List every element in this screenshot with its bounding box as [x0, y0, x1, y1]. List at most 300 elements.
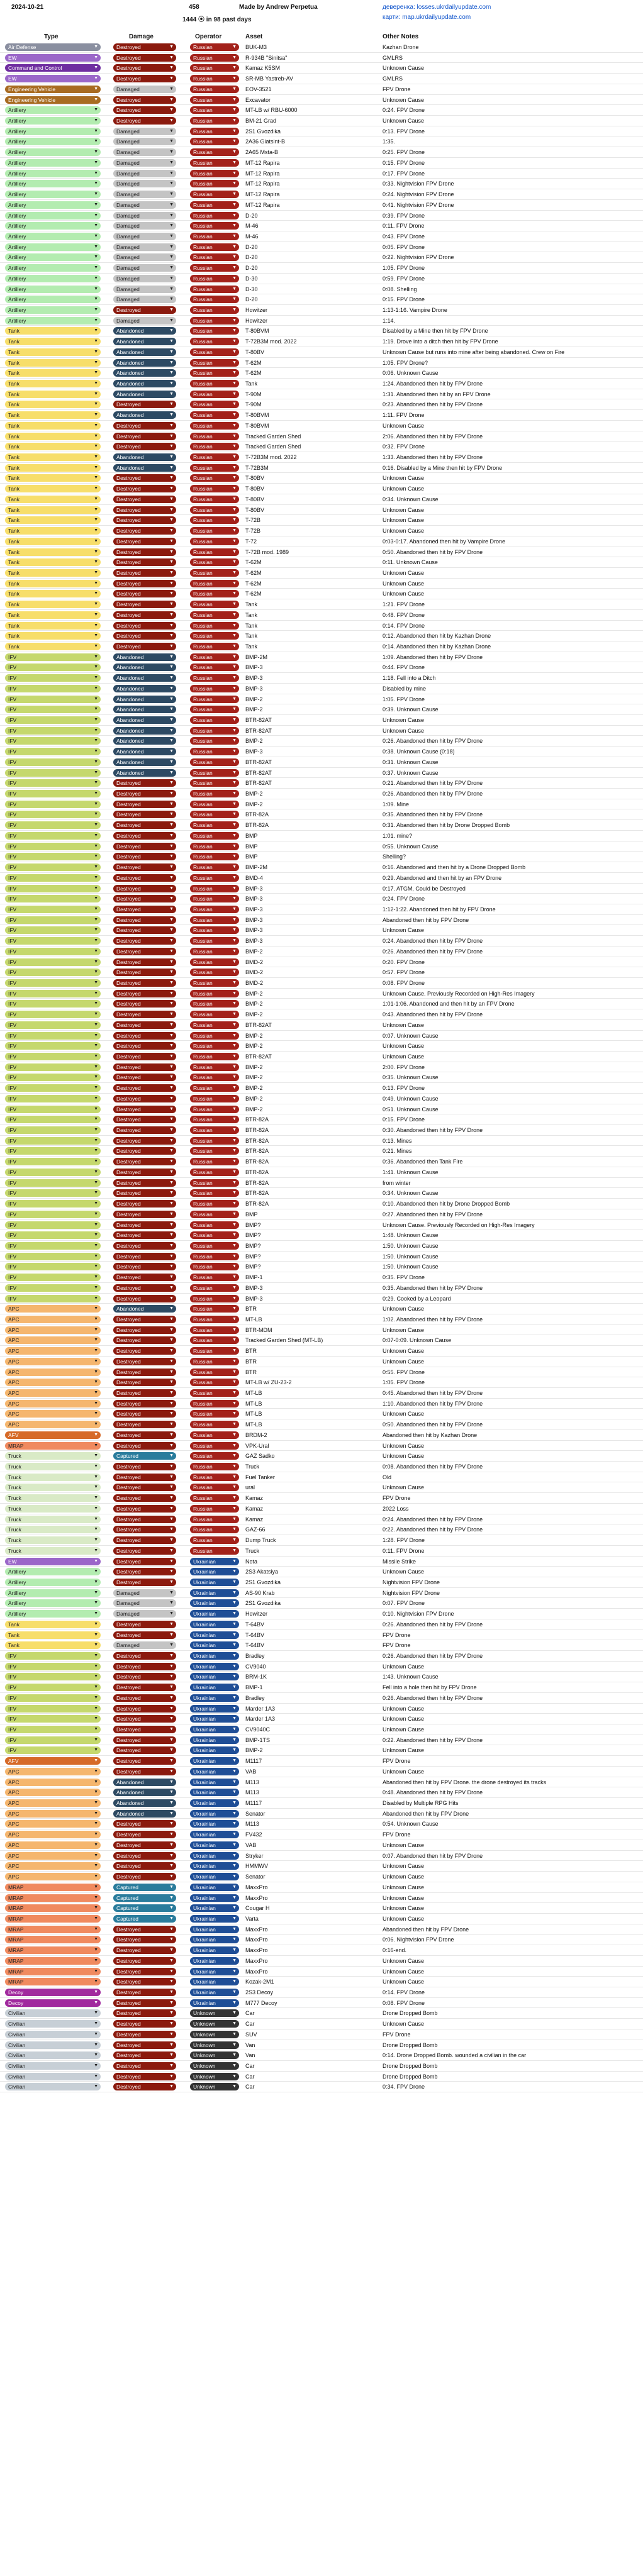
damage-dropdown[interactable] — [113, 1147, 176, 1155]
notes-cell[interactable]: 0:27. Abandoned then hit by FPV Drone — [383, 1211, 483, 1218]
type-dropdown[interactable] — [5, 1000, 101, 1008]
asset-cell[interactable]: Fuel Tanker — [245, 1474, 275, 1480]
operator-dropdown[interactable] — [190, 191, 239, 198]
damage-dropdown[interactable] — [113, 1789, 176, 1796]
asset-cell[interactable]: T-72 — [245, 538, 257, 545]
type-dropdown[interactable] — [5, 769, 101, 777]
asset-cell[interactable]: BTR-MDM — [245, 1326, 272, 1333]
damage-dropdown[interactable] — [113, 1757, 176, 1765]
notes-cell[interactable]: 0:03-0:17. Abandoned then hit by Vampire Drone — [383, 538, 505, 545]
operator-dropdown[interactable] — [190, 1684, 239, 1691]
operator-dropdown[interactable] — [190, 233, 239, 240]
notes-cell[interactable]: Unknown Cause — [383, 1021, 425, 1028]
notes-cell[interactable]: Drone Dropped Bomb — [383, 2010, 438, 2017]
operator-dropdown[interactable] — [190, 201, 239, 209]
notes-cell[interactable]: 0:50. Abandoned then hit by FPV Drone — [383, 548, 483, 555]
asset-cell[interactable]: MT-12 Rapira — [245, 201, 280, 208]
damage-dropdown[interactable] — [113, 1536, 176, 1544]
notes-cell[interactable]: 0:15. FPV Drone — [383, 1116, 425, 1123]
type-dropdown[interactable] — [5, 1463, 101, 1470]
asset-cell[interactable]: BMP-3 — [245, 927, 263, 934]
operator-dropdown[interactable] — [190, 937, 239, 945]
operator-dropdown[interactable] — [190, 1957, 239, 1965]
operator-dropdown[interactable] — [190, 1253, 239, 1260]
asset-cell[interactable]: 2S1 Gvozdika — [245, 1579, 281, 1585]
notes-cell[interactable]: Unknown Cause — [383, 1442, 425, 1449]
notes-cell[interactable]: 1:28. FPV Drone — [383, 1537, 425, 1544]
operator-dropdown[interactable] — [190, 1421, 239, 1428]
asset-cell[interactable]: M777 Decoy — [245, 1999, 277, 2006]
asset-cell[interactable]: Car — [245, 2073, 255, 2080]
operator-dropdown[interactable] — [190, 1558, 239, 1565]
damage-dropdown[interactable] — [113, 548, 176, 556]
damage-dropdown[interactable] — [113, 1705, 176, 1713]
notes-cell[interactable]: 0:39. Unknown Cause — [383, 706, 439, 713]
asset-cell[interactable]: BMD-2 — [245, 979, 264, 986]
damage-dropdown[interactable] — [113, 1053, 176, 1060]
operator-dropdown[interactable] — [190, 727, 239, 735]
operator-dropdown[interactable] — [190, 601, 239, 608]
asset-cell[interactable]: HMMWV — [245, 1863, 268, 1870]
asset-cell[interactable]: Howitzer — [245, 306, 268, 313]
operator-dropdown[interactable] — [190, 1147, 239, 1155]
asset-cell[interactable]: BMP-2 — [245, 1043, 263, 1050]
asset-cell[interactable]: T-72B3M mod. 2022 — [245, 338, 297, 345]
operator-dropdown[interactable] — [190, 1074, 239, 1081]
asset-cell[interactable]: CV9040 — [245, 1663, 266, 1670]
asset-cell[interactable]: VAB — [245, 1768, 257, 1775]
asset-cell[interactable]: BTR-82A — [245, 822, 269, 829]
operator-dropdown[interactable] — [190, 853, 239, 860]
operator-dropdown[interactable] — [190, 86, 239, 93]
operator-dropdown[interactable] — [190, 212, 239, 219]
type-dropdown[interactable] — [5, 338, 101, 345]
asset-cell[interactable]: T-64BV — [245, 1621, 265, 1628]
damage-dropdown[interactable] — [113, 1032, 176, 1040]
operator-dropdown[interactable] — [190, 1316, 239, 1323]
damage-dropdown[interactable] — [113, 1684, 176, 1691]
damage-dropdown[interactable] — [113, 1936, 176, 1943]
asset-cell[interactable]: Truck — [245, 1547, 260, 1554]
damage-dropdown[interactable] — [113, 937, 176, 945]
type-dropdown[interactable] — [5, 1169, 101, 1176]
asset-cell[interactable]: Tracked Garden Shed — [245, 433, 301, 440]
operator-dropdown[interactable] — [190, 1779, 239, 1786]
damage-dropdown[interactable] — [113, 1179, 176, 1187]
asset-cell[interactable]: M113 — [245, 1789, 259, 1796]
type-dropdown[interactable] — [5, 1200, 101, 1208]
type-dropdown[interactable] — [5, 1505, 101, 1513]
asset-cell[interactable]: MaxxPro — [245, 1968, 268, 1975]
notes-cell[interactable]: 1:24. Abandoned then hit by FPV Drone — [383, 380, 483, 387]
type-dropdown[interactable] — [5, 1316, 101, 1323]
operator-dropdown[interactable] — [190, 979, 239, 987]
operator-dropdown[interactable] — [190, 1474, 239, 1481]
type-dropdown[interactable] — [5, 958, 101, 966]
asset-cell[interactable]: BMP-2 — [245, 1001, 263, 1008]
type-dropdown[interactable] — [5, 1221, 101, 1229]
type-dropdown[interactable] — [5, 485, 101, 492]
type-dropdown[interactable] — [5, 1621, 101, 1628]
notes-cell[interactable]: 0:08. FPV Drone — [383, 1999, 425, 2006]
notes-cell[interactable]: 1:09. Mine — [383, 801, 410, 808]
type-dropdown[interactable] — [5, 1431, 101, 1439]
damage-dropdown[interactable] — [113, 653, 176, 661]
operator-dropdown[interactable] — [190, 75, 239, 82]
notes-cell[interactable]: 1:01-1:06. Abandoned and then hit by an FPV Drone — [383, 1001, 515, 1008]
damage-dropdown[interactable] — [113, 106, 176, 114]
damage-dropdown[interactable] — [113, 1284, 176, 1292]
notes-cell[interactable]: 1:43. Unknown Cause — [383, 1674, 439, 1680]
asset-cell[interactable]: BMP-3 — [245, 685, 263, 692]
damage-dropdown[interactable] — [113, 1474, 176, 1481]
asset-cell[interactable]: BTR — [245, 1368, 257, 1375]
operator-dropdown[interactable] — [190, 1410, 239, 1418]
notes-cell[interactable]: FPV Drone — [383, 1631, 411, 1638]
type-dropdown[interactable] — [5, 979, 101, 987]
asset-cell[interactable]: Kamaz K5SM — [245, 65, 281, 72]
asset-cell[interactable]: Car — [245, 2063, 255, 2069]
damage-dropdown[interactable] — [113, 1189, 176, 1197]
operator-dropdown[interactable] — [190, 1084, 239, 1092]
operator-dropdown[interactable] — [190, 811, 239, 818]
operator-dropdown[interactable] — [190, 2041, 239, 2049]
operator-dropdown[interactable] — [190, 1599, 239, 1607]
operator-dropdown[interactable] — [190, 1663, 239, 1670]
asset-cell[interactable]: BMP-3 — [245, 748, 263, 755]
notes-cell[interactable]: Unknown Cause — [383, 591, 425, 597]
asset-cell[interactable]: MaxxPro — [245, 1936, 268, 1943]
operator-dropdown[interactable] — [190, 748, 239, 755]
asset-cell[interactable]: Tank — [245, 611, 258, 618]
type-dropdown[interactable] — [5, 1779, 101, 1786]
damage-dropdown[interactable] — [113, 622, 176, 630]
damage-dropdown[interactable] — [113, 1568, 176, 1575]
type-dropdown[interactable] — [5, 243, 101, 251]
notes-cell[interactable]: 0:38. Unknown Cause (0:18) — [383, 748, 455, 755]
damage-dropdown[interactable] — [113, 128, 176, 135]
notes-cell[interactable]: Unknown Cause — [383, 506, 425, 513]
notes-cell[interactable]: 0:55. FPV Drone — [383, 1368, 425, 1375]
notes-cell[interactable]: 0:11. Unknown Cause — [383, 559, 438, 566]
type-dropdown[interactable] — [5, 453, 101, 461]
asset-cell[interactable]: GAZ Sadko — [245, 1453, 275, 1460]
damage-dropdown[interactable] — [113, 1484, 176, 1491]
asset-cell[interactable]: T-80BV — [245, 486, 265, 492]
damage-dropdown[interactable] — [113, 1063, 176, 1071]
damage-dropdown[interactable] — [113, 1746, 176, 1754]
type-dropdown[interactable] — [5, 1084, 101, 1092]
operator-dropdown[interactable] — [190, 1547, 239, 1555]
type-dropdown[interactable] — [5, 411, 101, 419]
type-dropdown[interactable] — [5, 895, 101, 902]
asset-cell[interactable]: BMP-3 — [245, 664, 263, 671]
type-dropdown[interactable] — [5, 674, 101, 682]
operator-dropdown[interactable] — [190, 1989, 239, 1996]
operator-dropdown[interactable] — [190, 1389, 239, 1397]
notes-cell[interactable]: 0:22. Abandoned then hit by FPV Drone — [383, 1736, 483, 1743]
type-dropdown[interactable] — [5, 737, 101, 745]
damage-dropdown[interactable] — [113, 790, 176, 797]
notes-cell[interactable]: 0:37. Unknown Cause — [383, 769, 439, 776]
asset-cell[interactable]: 2A65 Msta-B — [245, 149, 279, 156]
operator-dropdown[interactable] — [190, 180, 239, 187]
notes-cell[interactable]: 0:13. FPV Drone — [383, 1085, 425, 1092]
notes-cell[interactable]: 1:50. Unknown Cause — [383, 1263, 439, 1270]
operator-dropdown[interactable] — [190, 1873, 239, 1880]
notes-cell[interactable]: 0:43. Abandoned then hit by FPV Drone — [383, 1011, 483, 1018]
notes-cell[interactable]: Unknown Cause — [383, 1306, 425, 1313]
type-dropdown[interactable] — [5, 1494, 101, 1502]
operator-dropdown[interactable] — [190, 496, 239, 503]
operator-dropdown[interactable] — [190, 275, 239, 282]
type-dropdown[interactable] — [5, 1946, 101, 1954]
damage-dropdown[interactable] — [113, 1379, 176, 1386]
type-dropdown[interactable] — [5, 222, 101, 230]
notes-cell[interactable]: 1:05. FPV Drone — [383, 1379, 425, 1386]
notes-cell[interactable]: Unknown Cause — [383, 96, 425, 103]
operator-dropdown[interactable] — [190, 1894, 239, 1902]
notes-cell[interactable]: Unknown Cause — [383, 65, 425, 72]
type-dropdown[interactable] — [5, 580, 101, 587]
notes-cell[interactable]: 2022 Loss — [383, 1505, 409, 1512]
operator-dropdown[interactable] — [190, 779, 239, 787]
damage-dropdown[interactable] — [113, 117, 176, 125]
type-dropdown[interactable] — [5, 264, 101, 272]
damage-dropdown[interactable] — [113, 1400, 176, 1407]
damage-dropdown[interactable] — [113, 201, 176, 209]
operator-dropdown[interactable] — [190, 159, 239, 167]
type-dropdown[interactable] — [5, 1915, 101, 1923]
asset-cell[interactable]: M113 — [245, 1821, 259, 1828]
notes-cell[interactable]: 0:33. Nightvision FPV Drone — [383, 180, 454, 187]
asset-cell[interactable]: FV432 — [245, 1831, 262, 1838]
notes-cell[interactable]: 0:44. FPV Drone — [383, 664, 425, 671]
type-dropdown[interactable] — [5, 1305, 101, 1313]
operator-dropdown[interactable] — [190, 1715, 239, 1723]
operator-dropdown[interactable] — [190, 1021, 239, 1029]
notes-cell[interactable]: 1:12-1:22. Abandoned then hit by FPV Drone — [383, 906, 496, 913]
damage-dropdown[interactable] — [113, 1463, 176, 1470]
type-dropdown[interactable] — [5, 1442, 101, 1450]
type-dropdown[interactable] — [5, 1011, 101, 1018]
operator-dropdown[interactable] — [190, 64, 239, 72]
type-dropdown[interactable] — [5, 1547, 101, 1555]
asset-cell[interactable]: BMP-2 — [245, 1032, 263, 1039]
operator-dropdown[interactable] — [190, 874, 239, 882]
operator-dropdown[interactable] — [190, 790, 239, 797]
asset-cell[interactable]: BTR — [245, 1348, 257, 1355]
damage-dropdown[interactable] — [113, 180, 176, 187]
notes-cell[interactable]: 0:35. Abandoned then hit by FPV Drone — [383, 1284, 483, 1291]
asset-cell[interactable]: BMP? — [245, 1221, 261, 1228]
type-dropdown[interactable] — [5, 821, 101, 829]
operator-dropdown[interactable] — [190, 674, 239, 682]
notes-cell[interactable]: 1:41. Unknown Cause — [383, 1169, 439, 1175]
damage-dropdown[interactable] — [113, 979, 176, 987]
notes-cell[interactable]: Unknown Cause — [383, 1915, 425, 1922]
asset-cell[interactable]: BMP-1TS — [245, 1736, 271, 1743]
asset-cell[interactable]: Van — [245, 2052, 255, 2059]
type-dropdown[interactable] — [5, 516, 101, 524]
type-dropdown[interactable] — [5, 401, 101, 408]
notes-cell[interactable]: 0:35. Unknown Cause — [383, 1074, 439, 1081]
notes-cell[interactable]: 0:51. Unknown Cause — [383, 1106, 439, 1113]
notes-cell[interactable]: Unknown Cause — [383, 2021, 425, 2028]
damage-dropdown[interactable] — [113, 948, 176, 955]
operator-dropdown[interactable] — [190, 1347, 239, 1355]
operator-dropdown[interactable] — [190, 906, 239, 913]
type-dropdown[interactable] — [5, 1410, 101, 1418]
asset-cell[interactable]: MT-LB w/ RBU-6000 — [245, 107, 298, 114]
operator-dropdown[interactable] — [190, 138, 239, 145]
type-dropdown[interactable] — [5, 2009, 101, 2017]
operator-dropdown[interactable] — [190, 1336, 239, 1344]
notes-cell[interactable]: 0:54. Unknown Cause — [383, 1821, 439, 1828]
asset-cell[interactable]: D-20 — [245, 254, 258, 261]
type-dropdown[interactable] — [5, 180, 101, 187]
asset-cell[interactable]: BTR-82A — [245, 811, 269, 818]
damage-dropdown[interactable] — [113, 1884, 176, 1891]
damage-dropdown[interactable] — [113, 2009, 176, 2017]
type-dropdown[interactable] — [5, 327, 101, 335]
asset-cell[interactable]: BMP-3 — [245, 1295, 263, 1302]
notes-cell[interactable]: 0:50. Abandoned then hit by FPV Drone — [383, 1421, 483, 1428]
operator-dropdown[interactable] — [190, 1631, 239, 1639]
type-dropdown[interactable] — [5, 1074, 101, 1081]
notes-cell[interactable]: 0:34. Unknown Cause — [383, 496, 439, 502]
type-dropdown[interactable] — [5, 1295, 101, 1302]
type-dropdown[interactable] — [5, 1862, 101, 1870]
notes-cell[interactable]: Unknown Cause — [383, 1716, 425, 1723]
asset-cell[interactable]: MT-LB — [245, 1390, 262, 1396]
damage-dropdown[interactable] — [113, 696, 176, 703]
damage-dropdown[interactable] — [113, 1852, 176, 1860]
damage-dropdown[interactable] — [113, 1579, 176, 1586]
type-dropdown[interactable] — [5, 2020, 101, 2028]
operator-dropdown[interactable] — [190, 1768, 239, 1775]
notes-cell[interactable]: Unknown Cause — [383, 1053, 425, 1060]
asset-cell[interactable]: Varta — [245, 1915, 259, 1922]
damage-dropdown[interactable] — [113, 2031, 176, 2038]
type-dropdown[interactable] — [5, 1158, 101, 1165]
notes-cell[interactable]: Unknown Cause — [383, 1705, 425, 1712]
damage-dropdown[interactable] — [113, 843, 176, 850]
operator-dropdown[interactable] — [190, 580, 239, 587]
notes-cell[interactable]: 0:26. Abandoned then hit by FPV Drone — [383, 1652, 483, 1659]
damage-dropdown[interactable] — [113, 1663, 176, 1670]
operator-dropdown[interactable] — [190, 453, 239, 461]
operator-dropdown[interactable] — [190, 926, 239, 934]
operator-dropdown[interactable] — [190, 821, 239, 829]
type-dropdown[interactable] — [5, 1705, 101, 1713]
damage-dropdown[interactable] — [113, 1820, 176, 1828]
type-dropdown[interactable] — [5, 201, 101, 209]
operator-dropdown[interactable] — [190, 916, 239, 924]
asset-cell[interactable]: BTR-82AT — [245, 727, 272, 734]
damage-dropdown[interactable] — [113, 1021, 176, 1029]
damage-dropdown[interactable] — [113, 958, 176, 966]
notes-cell[interactable]: 0:36. Abandoned then Tank Fire — [383, 1158, 463, 1165]
asset-cell[interactable]: MaxxPro — [245, 1947, 268, 1954]
operator-dropdown[interactable] — [190, 1705, 239, 1713]
notes-cell[interactable]: Unknown Cause — [383, 1863, 425, 1870]
type-dropdown[interactable] — [5, 1641, 101, 1649]
operator-dropdown[interactable] — [190, 1694, 239, 1702]
damage-dropdown[interactable] — [113, 1726, 176, 1733]
type-dropdown[interactable] — [5, 1389, 101, 1397]
asset-cell[interactable]: T-80BVM — [245, 328, 269, 335]
damage-dropdown[interactable] — [113, 159, 176, 167]
type-dropdown[interactable] — [5, 1063, 101, 1071]
type-dropdown[interactable] — [5, 1021, 101, 1029]
operator-dropdown[interactable] — [190, 411, 239, 419]
notes-cell[interactable]: Disabled by Multiple RPG Hits — [383, 1800, 459, 1807]
asset-cell[interactable]: MaxxPro — [245, 1884, 268, 1890]
operator-dropdown[interactable] — [190, 422, 239, 430]
notes-cell[interactable]: 1:01. mine? — [383, 832, 413, 839]
asset-cell[interactable]: Howitzer — [245, 1611, 268, 1618]
notes-cell[interactable]: Unknown Cause — [383, 580, 425, 587]
asset-cell[interactable]: BTR-82A — [245, 1169, 269, 1175]
operator-dropdown[interactable] — [190, 474, 239, 482]
operator-dropdown[interactable] — [190, 222, 239, 230]
notes-cell[interactable]: Unknown Cause — [383, 1957, 425, 1964]
notes-cell[interactable]: from winter — [383, 1179, 411, 1186]
asset-cell[interactable]: MaxxPro — [245, 1894, 268, 1901]
type-dropdown[interactable] — [5, 906, 101, 913]
type-dropdown[interactable] — [5, 874, 101, 882]
asset-cell[interactable]: BMP? — [245, 1263, 261, 1270]
asset-cell[interactable]: MT-12 Rapira — [245, 191, 280, 198]
notes-cell[interactable]: 0:17. FPV Drone — [383, 170, 425, 177]
asset-cell[interactable]: D-30 — [245, 275, 258, 282]
asset-cell[interactable]: T-72B mod. 1989 — [245, 548, 289, 555]
damage-dropdown[interactable] — [113, 485, 176, 492]
operator-dropdown[interactable] — [190, 958, 239, 966]
notes-cell[interactable]: 0:07-0:09. Unknown Cause — [383, 1337, 452, 1344]
damage-dropdown[interactable] — [113, 2020, 176, 2028]
notes-cell[interactable]: 0:29. Abandoned and then hit by an FPV Drone — [383, 874, 502, 881]
type-dropdown[interactable] — [5, 696, 101, 703]
type-dropdown[interactable] — [5, 138, 101, 145]
operator-dropdown[interactable] — [190, 1158, 239, 1165]
type-dropdown[interactable] — [5, 496, 101, 503]
notes-cell[interactable]: Unknown Cause — [383, 727, 425, 734]
damage-dropdown[interactable] — [113, 748, 176, 755]
asset-cell[interactable]: T-72B — [245, 517, 261, 524]
operator-dropdown[interactable] — [190, 1610, 239, 1618]
asset-cell[interactable]: BMP-3 — [245, 916, 263, 923]
type-dropdown[interactable] — [5, 1936, 101, 1943]
asset-cell[interactable]: VPK-Ural — [245, 1442, 269, 1449]
notes-cell[interactable]: GMLRS — [383, 75, 403, 82]
asset-cell[interactable]: T-80BV — [245, 496, 265, 502]
notes-cell[interactable]: 0:29. Cooked by a Leopard — [383, 1295, 451, 1302]
damage-dropdown[interactable] — [113, 1074, 176, 1081]
damage-dropdown[interactable] — [113, 832, 176, 840]
type-dropdown[interactable] — [5, 1536, 101, 1544]
operator-dropdown[interactable] — [190, 401, 239, 408]
operator-dropdown[interactable] — [190, 1053, 239, 1060]
damage-dropdown[interactable] — [113, 233, 176, 240]
type-dropdown[interactable] — [5, 1116, 101, 1123]
asset-cell[interactable]: MT-LB — [245, 1411, 262, 1418]
type-dropdown[interactable] — [5, 128, 101, 135]
notes-cell[interactable]: Unknown Cause — [383, 1326, 425, 1333]
damage-dropdown[interactable] — [113, 1231, 176, 1239]
damage-dropdown[interactable] — [113, 853, 176, 860]
